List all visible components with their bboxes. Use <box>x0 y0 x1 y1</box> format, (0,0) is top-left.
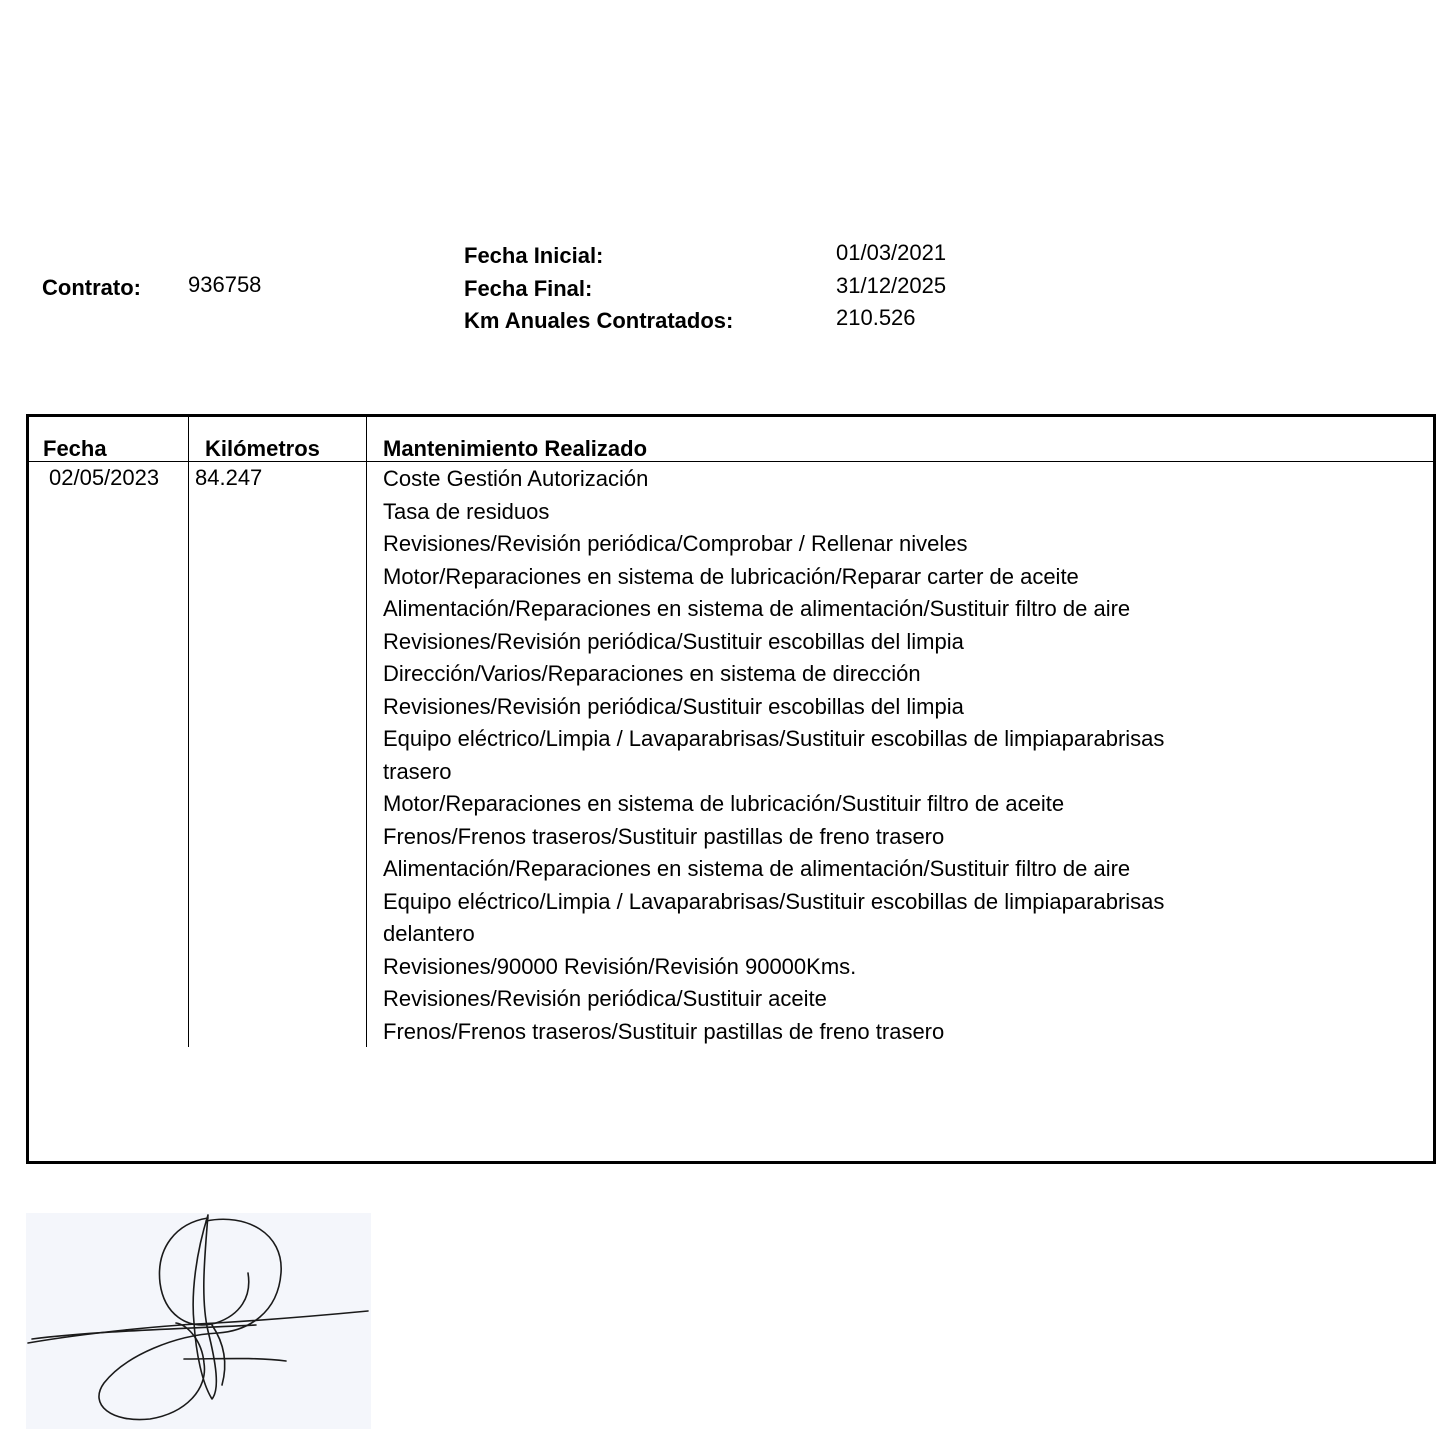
signature <box>26 1213 371 1429</box>
maintenance-item: Motor/Reparaciones en sistema de lubricación/Reparar carter de aceite <box>383 563 1079 589</box>
end-date-label: Fecha Final: <box>464 276 593 301</box>
maintenance-item: Revisiones/Revisión periódica/Sustituir escobillas del limpia <box>383 628 964 654</box>
maintenance-item: Alimentación/Reparaciones en sistema de alimentación/Sustituir filtro de aire <box>383 596 1131 621</box>
maintenance-table <box>26 414 1436 1164</box>
maintenance-item: Revisiones/90000 Revisión/Revisión 90000Kms. <box>383 953 857 979</box>
column-divider-km <box>188 417 189 1047</box>
annual-km-label: Km Anuales Contratados: <box>464 308 734 333</box>
maintenance-item: Tasa de residuos <box>383 498 550 524</box>
contract-label: Contrato: <box>42 275 141 300</box>
annual-km-value: 210.526 <box>836 305 916 330</box>
maintenance-item: Frenos/Frenos traseros/Sustituir pastillas de freno trasero <box>383 823 945 849</box>
maintenance-item: Equipo eléctrico/Limpia / Lavaparabrisas/Sustituir escobillas de limpiaparabrisas <box>383 726 1165 751</box>
header-km: Kilómetros <box>205 436 320 461</box>
maintenance-item: trasero <box>383 758 452 784</box>
row-km: 84.247 <box>195 465 263 490</box>
maintenance-item: Revisiones/Revisión periódica/Sustituir escobillas del limpia <box>383 693 964 719</box>
maintenance-item: Alimentación/Reparaciones en sistema de alimentación/Sustituir filtro de aire <box>383 856 1131 881</box>
maintenance-list <box>383 463 1283 1048</box>
maintenance-item: Revisiones/Revisión periódica/Comprobar / Rellenar niveles <box>383 531 968 556</box>
column-divider-maintenance <box>366 417 367 1047</box>
end-date-value: 31/12/2025 <box>836 273 947 298</box>
maintenance-item: Equipo eléctrico/Limpia / Lavaparabrisas/Sustituir escobillas de limpiaparabrisas <box>383 888 1165 914</box>
signature-drawing <box>26 1213 371 1429</box>
contract-value: 936758 <box>188 272 262 297</box>
maintenance-item: Revisiones/Revisión periódica/Sustituir aceite <box>383 986 827 1011</box>
maintenance-item: Motor/Reparaciones en sistema de lubricación/Sustituir filtro de aceite <box>383 791 1065 816</box>
maintenance-item: Frenos/Frenos traseros/Sustituir pastillas de freno trasero <box>383 1018 945 1044</box>
maintenance-item: Coste Gestión Autorización <box>383 466 649 491</box>
start-date-label: Fecha Inicial: <box>464 243 604 268</box>
header-maintenance: Mantenimiento Realizado <box>383 436 648 461</box>
header-date: Fecha <box>43 436 107 461</box>
row-date: 02/05/2023 <box>49 465 160 490</box>
maintenance-item: delantero <box>383 921 475 946</box>
start-date-value: 01/03/2021 <box>836 240 947 265</box>
maintenance-item: Dirección/Varios/Reparaciones en sistema de dirección <box>383 661 921 686</box>
